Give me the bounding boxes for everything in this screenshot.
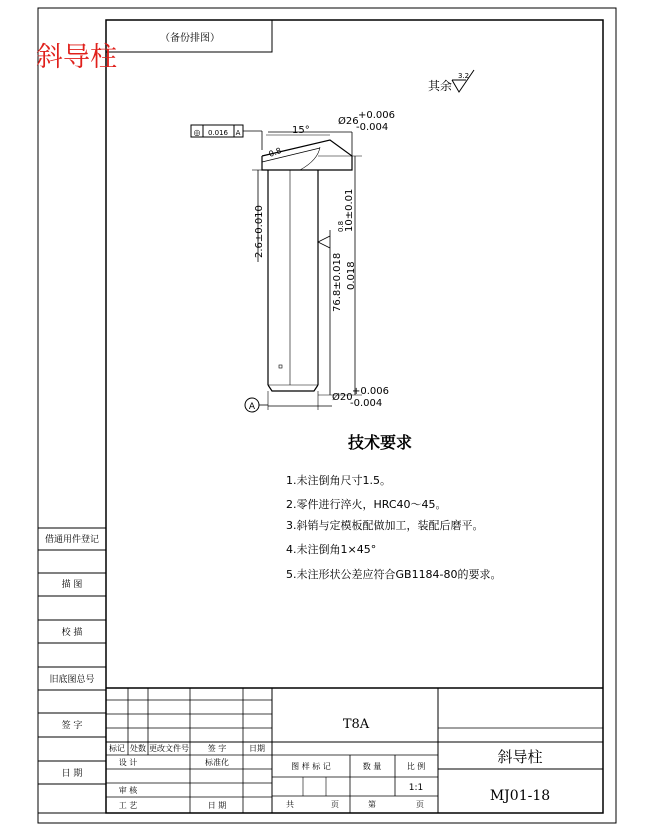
red-title: 斜导柱 bbox=[36, 42, 117, 73]
sheet-label: 页 bbox=[331, 800, 339, 809]
rev-header-3: 更改文件号 bbox=[149, 744, 189, 753]
part-name: 斜导柱 bbox=[497, 748, 543, 766]
small-box-label: （备份排图） bbox=[160, 33, 220, 44]
datum-label: A bbox=[248, 402, 256, 412]
bottom-dim-upper: +0.006 bbox=[352, 386, 390, 397]
material-label: T8A bbox=[342, 717, 370, 732]
rev-header-2: 处数 bbox=[130, 744, 146, 753]
side-label-3: 校 描 bbox=[61, 628, 83, 638]
tech-item-3: 3.斜销与定模板配做加工，装配后磨平。 bbox=[286, 519, 484, 532]
top-dim-main: Ø26 bbox=[338, 116, 359, 127]
angle-label: 15° bbox=[292, 125, 310, 136]
top-dim-lower: -0.004 bbox=[356, 122, 389, 133]
roughness-value: 3.2 bbox=[458, 72, 470, 80]
review-label: 审 核 bbox=[118, 786, 138, 795]
bottom-dimension bbox=[268, 391, 332, 410]
side-label-4: 旧底图总号 bbox=[49, 675, 95, 685]
side-label-5: 签 字 bbox=[61, 721, 83, 731]
chamfer-label: 0.8 bbox=[267, 146, 283, 159]
stage-mark-label: 图 样 标 记 bbox=[291, 762, 331, 771]
top-dim-upper: +0.006 bbox=[358, 110, 396, 121]
weight-label: 数 量 bbox=[362, 762, 382, 771]
roughness-prefix: 其余 bbox=[428, 79, 453, 93]
tolerance-value: 0.016 bbox=[207, 129, 229, 137]
rev-header-4: 签 字 bbox=[207, 744, 227, 753]
tech-item-5: 5.未注形状公差应符合GB1184-80的要求。 bbox=[286, 568, 502, 581]
design-label: 设 计 bbox=[118, 758, 138, 767]
page-of-label: 第 bbox=[368, 800, 376, 809]
rev-header-5: 日期 bbox=[249, 744, 265, 753]
tech-item-1: 1.未注倒角尺寸1.5。 bbox=[286, 474, 391, 487]
ratio-label: 比 例 bbox=[406, 762, 426, 771]
standard-label: 标准化 bbox=[205, 758, 229, 767]
scale-value: 1:1 bbox=[408, 783, 424, 793]
surface-mark: 0.8 bbox=[337, 220, 345, 232]
process-label: 工 艺 bbox=[118, 801, 138, 810]
side-label-2: 描 图 bbox=[61, 580, 83, 590]
page-label: 页 bbox=[416, 800, 424, 809]
date-label: 日 期 bbox=[207, 801, 227, 810]
rev-header-1: 标记 bbox=[109, 744, 125, 753]
bottom-dim-lower: -0.004 bbox=[350, 398, 383, 409]
tolerance-symbol: ◎ bbox=[193, 128, 201, 137]
total-label: 共 bbox=[286, 800, 294, 809]
tech-item-2: 2.零件进行淬火，HRC40～45。 bbox=[286, 498, 447, 511]
side-label-1: 借通用件登记 bbox=[44, 535, 100, 545]
drawing-number: MJ01-18 bbox=[489, 788, 551, 804]
length-dim-label: 76.8±0.018 bbox=[332, 252, 343, 312]
side-label-6: 日 期 bbox=[61, 769, 83, 779]
right-dim-label: 10±0.01 bbox=[344, 188, 355, 232]
surface-mark-icon bbox=[318, 236, 330, 248]
inner-frame bbox=[106, 20, 603, 813]
outer-border bbox=[38, 8, 616, 823]
tech-item-4: 4.未注倒角1×45° bbox=[286, 543, 377, 556]
tolerance-datum: A bbox=[235, 129, 241, 137]
left-dim-label: 2.6±0.010 bbox=[254, 205, 265, 258]
length-dim-alt: 0.018 bbox=[346, 261, 357, 290]
bottom-dim-main: Ø20 bbox=[332, 392, 353, 403]
tech-title: 技术要求 bbox=[348, 433, 413, 452]
